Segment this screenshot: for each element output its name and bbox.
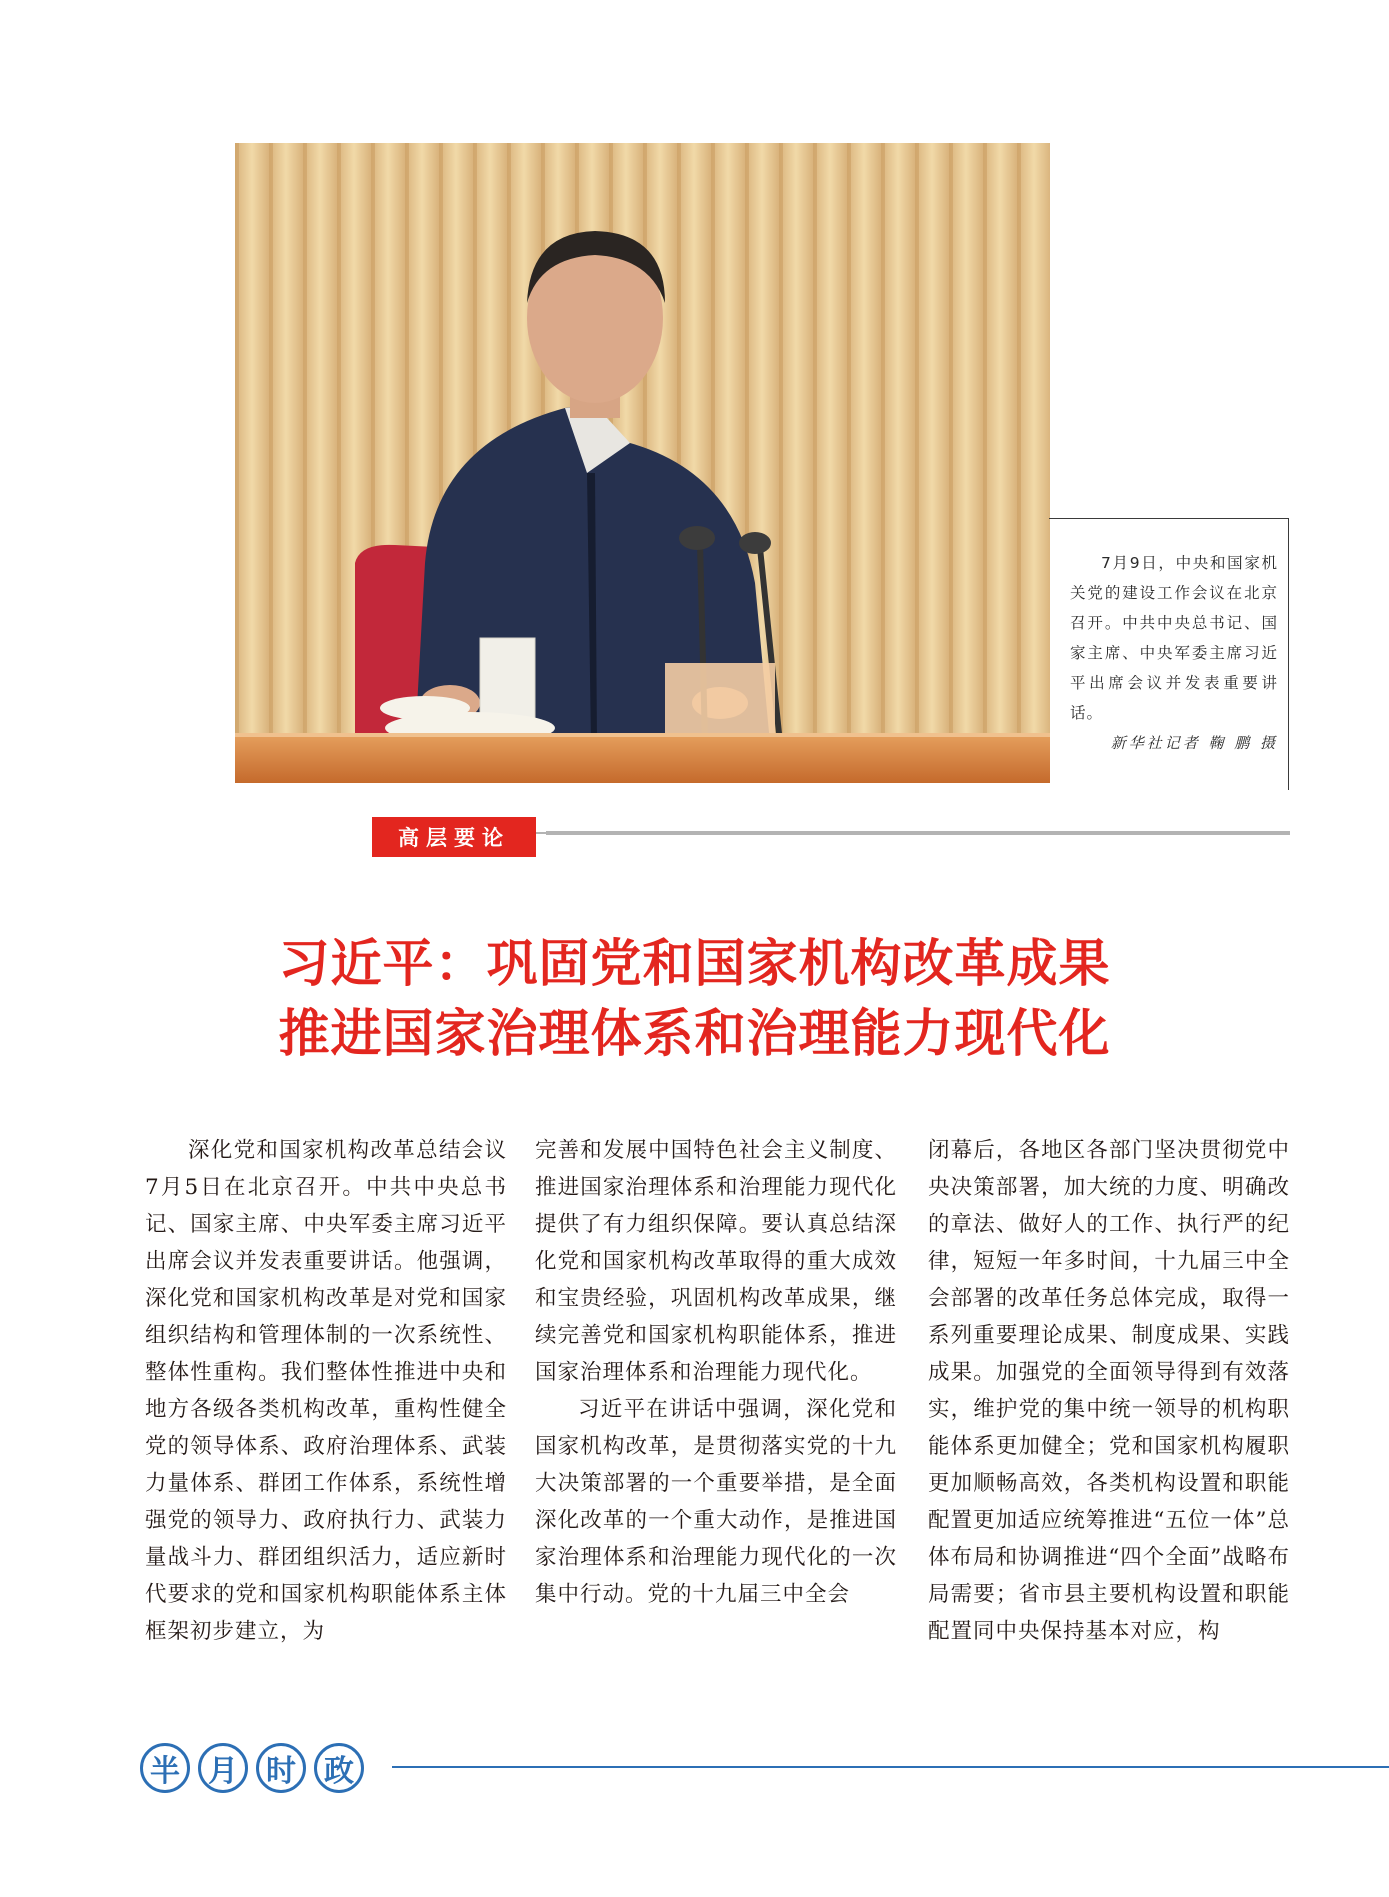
title-line-1: 习近平：巩固党和国家机构改革成果 [278,935,1111,994]
section-tag: 高层要论 [372,817,536,857]
section-rule [546,831,1290,835]
news-photo [235,143,1050,783]
caption-text: 7月9日，中央和国家机关党的建设工作会议在北京召开。中共中央总书记、国家主席、中央军委主席习近平出席会议并发表重要讲话。 [1070,554,1278,722]
photo-image [235,143,1050,783]
photo-caption [1070,548,1278,758]
section-connector [536,832,546,834]
paragraph: 深化党和国家机构改革总结会议7月5日在北京召开。中共中央总书记、国家主席、中央军委主席习近平出席会议并发表重要讲话。他强调，深化党和国家机构改革是对党和国家组织结构和管理体制的一次系统性、整体性重构。我们整体性推进中央和地方各级各类机构改革，重构性健全党的领导体系、政府治理体系、武装力量体系、群团工作体系，系统性增强党的领导力、政府执行力、武装力量战斗力、群团组织活力，适应新时代要求的党和国家机构职能体系主体框架初步建立，为 [145,1138,507,1644]
logo-char: 半 [140,1743,190,1793]
title-line-2: 推进国家治理体系和治理能力现代化 [278,1005,1111,1064]
logo-char: 政 [314,1743,364,1793]
paragraph: 完善和发展中国特色社会主义制度、推进国家治理体系和治理能力现代化提供了有力组织保障。要认真总结深化党和国家机构改革取得的重大成效和宝贵经验，巩固机构改革成果，继续完善党和国家机构职能体系，推进国家治理体系和治理能力现代化。 [535,1138,897,1385]
body-column-3 [928,1132,1290,1650]
photo-credit: 新华社记者 鞠 鹏 摄 [1110,734,1278,752]
magazine-logo [140,1740,364,1796]
logo-char: 月 [198,1743,248,1793]
logo-char: 时 [256,1743,306,1793]
footer-rule [392,1766,1389,1768]
body-column-2 [535,1132,897,1613]
paragraph: 闭幕后，各地区各部门坚决贯彻党中央决策部署，加大统的力度、明确改的章法、做好人的工作、执行严的纪律，短短一年多时间，十九届三中全会部署的改革任务总体完成，取得一系列重要理论成果、制度成果、实践成果。加强党的全面领导得到有效落实，维护党的集中统一领导的机构职能体系更加健全；党和国家机构履职更加顺畅高效，各类机构设置和职能配置更加适应统筹推进“五位一体”总体布局和协调推进“四个全面”战略布局需要；省市县主要机构设置和职能配置同中央保持基本对应，构 [928,1138,1290,1644]
article-title [0,930,1389,1070]
body-column-1 [145,1132,507,1650]
caption-side-rule [1288,518,1289,790]
paragraph: 习近平在讲话中强调，深化党和国家机构改革，是贯彻落实党的十九大决策部署的一个重要举措，是全面深化改革的一个重大动作，是推进国家治理体系和治理能力现代化的一次集中行动。党的十九届三中全会 [535,1397,897,1607]
caption-top-rule [1049,518,1289,519]
